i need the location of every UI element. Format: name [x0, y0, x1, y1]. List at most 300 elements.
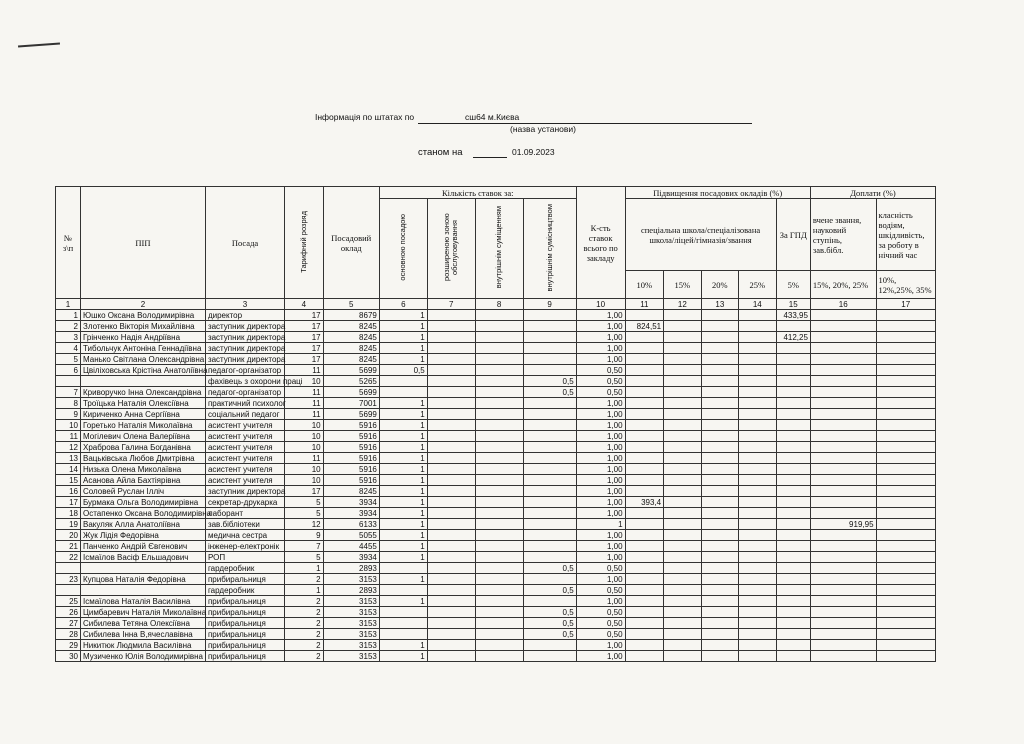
- table-cell: [56, 563, 81, 574]
- table-cell: [776, 475, 810, 486]
- table-cell: [876, 519, 935, 530]
- column-number: 1: [56, 299, 81, 310]
- table-cell: [664, 640, 701, 651]
- table-cell: [475, 431, 523, 442]
- table-cell: 0,5: [379, 365, 427, 376]
- pen-mark: [18, 43, 60, 48]
- table-cell: [810, 442, 876, 453]
- table-cell: 9: [56, 409, 81, 420]
- table-cell: 17: [285, 354, 324, 365]
- table-cell: [810, 508, 876, 519]
- table-cell: 17: [285, 343, 324, 354]
- table-cell: 0,50: [576, 585, 625, 596]
- table-cell: [776, 442, 810, 453]
- table-cell: [379, 607, 427, 618]
- table-cell: [625, 585, 664, 596]
- table-cell: [427, 508, 475, 519]
- table-cell: 21: [56, 541, 81, 552]
- table-cell: асистент учителя: [205, 464, 284, 475]
- table-cell: [739, 574, 776, 585]
- table-cell: 2: [285, 574, 324, 585]
- table-cell: Асанова Айла Бахтіярівна: [80, 475, 205, 486]
- table-cell: 11: [285, 453, 324, 464]
- table-cell: [625, 651, 664, 662]
- table-row: [56, 541, 936, 552]
- table-cell: [664, 376, 701, 387]
- table-cell: заступник директора: [205, 354, 284, 365]
- table-cell: [776, 464, 810, 475]
- table-cell: [776, 552, 810, 563]
- table-row: [56, 453, 936, 464]
- table-cell: 28: [56, 629, 81, 640]
- table-row: [56, 354, 936, 365]
- table-cell: [475, 376, 523, 387]
- table-cell: [664, 475, 701, 486]
- table-cell: [776, 321, 810, 332]
- table-cell: [776, 530, 810, 541]
- table-cell: 5916: [323, 464, 379, 475]
- table-cell: 29: [56, 640, 81, 651]
- table-cell: [810, 486, 876, 497]
- table-cell: [664, 629, 701, 640]
- table-cell: [810, 585, 876, 596]
- table-cell: [523, 442, 576, 453]
- table-cell: [701, 585, 738, 596]
- table-cell: [523, 497, 576, 508]
- table-cell: [810, 409, 876, 420]
- table-cell: [739, 530, 776, 541]
- table-cell: 2: [56, 321, 81, 332]
- table-row: [56, 464, 936, 475]
- table-cell: [776, 574, 810, 585]
- table-cell: [625, 343, 664, 354]
- table-cell: [701, 640, 738, 651]
- table-cell: 18: [56, 508, 81, 519]
- table-cell: [427, 574, 475, 585]
- table-cell: [876, 552, 935, 563]
- table-cell: 1: [379, 464, 427, 475]
- table-cell: 5916: [323, 442, 379, 453]
- table-cell: прибиральниця: [205, 596, 284, 607]
- table-cell: 1,00: [576, 552, 625, 563]
- table-cell: 5: [285, 497, 324, 508]
- table-cell: 14: [56, 464, 81, 475]
- table-cell: Панченко Андрій Євгенович: [80, 541, 205, 552]
- table-cell: 10: [285, 464, 324, 475]
- table-cell: [739, 409, 776, 420]
- table-cell: [776, 629, 810, 640]
- table-cell: [776, 508, 810, 519]
- table-cell: 1,00: [576, 651, 625, 662]
- table-cell: [876, 563, 935, 574]
- table-row: [56, 431, 936, 442]
- table-cell: [523, 541, 576, 552]
- table-cell: [776, 453, 810, 464]
- table-row: [56, 442, 936, 453]
- table-cell: [810, 552, 876, 563]
- pct-5: 5%: [776, 271, 810, 299]
- table-cell: 1,00: [576, 574, 625, 585]
- table-cell: [876, 464, 935, 475]
- col-vchene: вчене звання, науковий ступінь, зав.бібл.: [810, 199, 876, 271]
- table-cell: [475, 607, 523, 618]
- table-cell: [625, 464, 664, 475]
- table-cell: 5: [56, 354, 81, 365]
- table-cell: 1: [379, 530, 427, 541]
- table-cell: 1: [379, 398, 427, 409]
- table-row: [56, 651, 936, 662]
- table-cell: [739, 541, 776, 552]
- staff-table: [55, 186, 936, 662]
- table-cell: 2893: [323, 563, 379, 574]
- table-row: [56, 376, 936, 387]
- table-row: [56, 420, 936, 431]
- column-number: 14: [739, 299, 776, 310]
- table-cell: 0,5: [523, 607, 576, 618]
- table-cell: [475, 453, 523, 464]
- table-cell: [379, 387, 427, 398]
- table-cell: [776, 497, 810, 508]
- table-cell: [664, 486, 701, 497]
- table-cell: [625, 475, 664, 486]
- table-cell: [523, 530, 576, 541]
- table-cell: [876, 442, 935, 453]
- table-cell: [523, 321, 576, 332]
- table-cell: [625, 508, 664, 519]
- table-cell: [701, 420, 738, 431]
- table-cell: [664, 541, 701, 552]
- table-cell: 824,51: [625, 321, 664, 332]
- table-cell: [523, 453, 576, 464]
- table-cell: [427, 585, 475, 596]
- column-number: 5: [323, 299, 379, 310]
- table-cell: [876, 607, 935, 618]
- table-cell: [739, 343, 776, 354]
- table-cell: 11: [285, 387, 324, 398]
- table-cell: 10: [285, 442, 324, 453]
- table-cell: [664, 497, 701, 508]
- table-cell: [739, 607, 776, 618]
- table-cell: [776, 431, 810, 442]
- table-cell: [876, 365, 935, 376]
- table-cell: Остапенко Оксана Володимирівна: [80, 508, 205, 519]
- table-cell: [475, 640, 523, 651]
- table-cell: соціальний педагог: [205, 409, 284, 420]
- table-cell: [427, 541, 475, 552]
- table-cell: [475, 629, 523, 640]
- table-cell: [664, 519, 701, 530]
- table-cell: [701, 354, 738, 365]
- table-cell: прибиральниця: [205, 618, 284, 629]
- state-label: станом на: [418, 147, 463, 158]
- table-cell: гардеробник: [205, 563, 284, 574]
- table-cell: [664, 618, 701, 629]
- col-osnovnoyu: основною посадою: [379, 199, 427, 299]
- table-cell: [810, 464, 876, 475]
- table-cell: [475, 310, 523, 321]
- table-cell: [475, 486, 523, 497]
- table-cell: [739, 332, 776, 343]
- column-number: 6: [379, 299, 427, 310]
- table-cell: 2: [285, 618, 324, 629]
- table-cell: 4: [56, 343, 81, 354]
- table-row: [56, 475, 936, 486]
- table-cell: [427, 365, 475, 376]
- table-cell: [701, 618, 738, 629]
- pct-20: 20%: [701, 271, 738, 299]
- table-cell: [475, 442, 523, 453]
- table-cell: 0,5: [523, 387, 576, 398]
- table-cell: [876, 486, 935, 497]
- table-cell: [427, 640, 475, 651]
- table-cell: 15: [56, 475, 81, 486]
- table-cell: 30: [56, 651, 81, 662]
- group-stavky: Кількість ставок за:: [379, 187, 576, 199]
- table-cell: 3153: [323, 596, 379, 607]
- table-cell: асистент учителя: [205, 475, 284, 486]
- column-number: 16: [810, 299, 876, 310]
- table-cell: 1,00: [576, 640, 625, 651]
- table-cell: 412,25: [776, 332, 810, 343]
- table-cell: [523, 486, 576, 497]
- table-cell: [625, 354, 664, 365]
- table-cell: 1: [379, 453, 427, 464]
- table-cell: 10: [56, 420, 81, 431]
- column-number: 10: [576, 299, 625, 310]
- table-cell: [876, 508, 935, 519]
- table-cell: 1,00: [576, 475, 625, 486]
- table-cell: [739, 442, 776, 453]
- table-cell: асистент учителя: [205, 453, 284, 464]
- col-za-gpd: За ГПД: [776, 199, 810, 271]
- col-posada: Посада: [205, 187, 284, 299]
- table-cell: [379, 563, 427, 574]
- table-cell: [523, 420, 576, 431]
- table-cell: Злотенко Вікторія Михайлівна: [80, 321, 205, 332]
- table-cell: 4455: [323, 541, 379, 552]
- table-cell: [776, 607, 810, 618]
- table-cell: [80, 563, 205, 574]
- table-cell: [475, 530, 523, 541]
- table-cell: 1: [285, 563, 324, 574]
- table-cell: 393,4: [625, 497, 664, 508]
- table-cell: 1,00: [576, 332, 625, 343]
- table-cell: [776, 387, 810, 398]
- column-number: 12: [664, 299, 701, 310]
- table-cell: 17: [285, 321, 324, 332]
- table-cell: 0,5: [523, 618, 576, 629]
- table-cell: [80, 585, 205, 596]
- table-cell: 0,50: [576, 607, 625, 618]
- table-cell: [776, 376, 810, 387]
- table-cell: практичний психолог: [205, 398, 284, 409]
- table-cell: [876, 497, 935, 508]
- table-cell: [475, 541, 523, 552]
- table-cell: [664, 354, 701, 365]
- table-cell: 20: [56, 530, 81, 541]
- table-cell: [701, 519, 738, 530]
- table-cell: [739, 519, 776, 530]
- table-cell: 16: [56, 486, 81, 497]
- table-cell: 13: [56, 453, 81, 464]
- table-cell: [739, 508, 776, 519]
- table-cell: [475, 552, 523, 563]
- table-cell: прибиральниця: [205, 574, 284, 585]
- table-cell: 1: [379, 541, 427, 552]
- table-cell: 25: [56, 596, 81, 607]
- institution-underline: [418, 123, 752, 124]
- table-cell: [701, 607, 738, 618]
- table-cell: 1: [379, 475, 427, 486]
- table-cell: Тибольчук Антоніна Геннадіївна: [80, 343, 205, 354]
- table-cell: [810, 354, 876, 365]
- table-cell: Ісмаїлов Васіф Ельшадович: [80, 552, 205, 563]
- table-cell: Криворучко Інна Олександрівна: [80, 387, 205, 398]
- table-cell: асистент учителя: [205, 420, 284, 431]
- table-cell: [739, 596, 776, 607]
- table-row: [56, 574, 936, 585]
- table-cell: [664, 310, 701, 321]
- table-row: [56, 310, 936, 321]
- table-cell: 11: [56, 431, 81, 442]
- pct-10: 10%: [625, 271, 664, 299]
- table-cell: Могілевич Олена Валеріївна: [80, 431, 205, 442]
- table-cell: [427, 552, 475, 563]
- table-cell: Жук Лідія Федорівна: [80, 530, 205, 541]
- table-cell: [810, 343, 876, 354]
- table-cell: [625, 453, 664, 464]
- table-cell: директор: [205, 310, 284, 321]
- table-cell: [876, 398, 935, 409]
- table-cell: [701, 321, 738, 332]
- table-cell: [475, 475, 523, 486]
- table-cell: Никитюк Людмила Василівна: [80, 640, 205, 651]
- table-cell: 5916: [323, 453, 379, 464]
- table-cell: заступник директора: [205, 343, 284, 354]
- table-cell: [876, 651, 935, 662]
- table-cell: 23: [56, 574, 81, 585]
- table-cell: 1: [379, 552, 427, 563]
- column-number: 9: [523, 299, 576, 310]
- table-cell: [427, 376, 475, 387]
- table-row: [56, 398, 936, 409]
- table-cell: [427, 563, 475, 574]
- table-cell: [776, 563, 810, 574]
- table-cell: [701, 651, 738, 662]
- table-cell: [739, 585, 776, 596]
- table-cell: 5265: [323, 376, 379, 387]
- table-cell: [625, 398, 664, 409]
- table-cell: [379, 629, 427, 640]
- table-cell: 1,00: [576, 497, 625, 508]
- table-cell: [664, 464, 701, 475]
- table-cell: [876, 431, 935, 442]
- table-cell: [776, 541, 810, 552]
- table-cell: Вацьківська Любов Дмитрівна: [80, 453, 205, 464]
- table-cell: [427, 332, 475, 343]
- table-row: [56, 629, 936, 640]
- table-cell: 11: [285, 409, 324, 420]
- table-cell: [810, 563, 876, 574]
- table-cell: [810, 332, 876, 343]
- table-cell: [475, 585, 523, 596]
- table-cell: 3153: [323, 607, 379, 618]
- table-cell: Низька Олена Миколаївна: [80, 464, 205, 475]
- table-cell: 0,5: [523, 563, 576, 574]
- table-cell: 10: [285, 376, 324, 387]
- table-cell: 3153: [323, 574, 379, 585]
- table-cell: [56, 585, 81, 596]
- table-cell: [701, 310, 738, 321]
- table-cell: РОП: [205, 552, 284, 563]
- table-cell: [664, 563, 701, 574]
- table-cell: 1,00: [576, 442, 625, 453]
- table-cell: [427, 354, 475, 365]
- table-cell: 0,5: [523, 376, 576, 387]
- table-cell: [876, 618, 935, 629]
- table-cell: 5: [285, 508, 324, 519]
- table-cell: [876, 420, 935, 431]
- table-cell: [523, 574, 576, 585]
- table-cell: [739, 398, 776, 409]
- col-vnutr-sumish: внутрішнім суміщенням: [475, 199, 523, 299]
- table-cell: 17: [285, 486, 324, 497]
- table-cell: [523, 651, 576, 662]
- column-number: 7: [427, 299, 475, 310]
- table-cell: 17: [285, 332, 324, 343]
- table-cell: [664, 574, 701, 585]
- table-cell: [427, 486, 475, 497]
- table-cell: 8245: [323, 332, 379, 343]
- table-cell: гардеробник: [205, 585, 284, 596]
- table-cell: 1,00: [576, 508, 625, 519]
- col-num: № з\п: [56, 187, 81, 299]
- table-cell: 0,50: [576, 365, 625, 376]
- table-cell: [776, 420, 810, 431]
- table-cell: лаборант: [205, 508, 284, 519]
- date-underline: [473, 157, 507, 158]
- table-cell: [701, 464, 738, 475]
- table-cell: [475, 519, 523, 530]
- col-k-st: К-сть ставок всього по закладу: [576, 187, 625, 299]
- table-cell: [427, 343, 475, 354]
- table-cell: [876, 640, 935, 651]
- table-cell: [876, 310, 935, 321]
- table-cell: [810, 376, 876, 387]
- table-cell: 7: [285, 541, 324, 552]
- table-cell: Ісмаїлова Наталія Василівна: [80, 596, 205, 607]
- table-cell: 1,00: [576, 310, 625, 321]
- table-cell: 2: [285, 596, 324, 607]
- table-cell: [876, 530, 935, 541]
- table-cell: [664, 431, 701, 442]
- table-cell: зав.бібліотеки: [205, 519, 284, 530]
- table-cell: [876, 409, 935, 420]
- table-cell: [701, 409, 738, 420]
- table-cell: [475, 321, 523, 332]
- table-cell: [379, 585, 427, 596]
- table-cell: [427, 310, 475, 321]
- table-cell: [427, 409, 475, 420]
- table-cell: 1,00: [576, 431, 625, 442]
- table-cell: 7: [56, 387, 81, 398]
- table-cell: [701, 332, 738, 343]
- table-cell: 3: [56, 332, 81, 343]
- col-vnutr-sumisn: внутрішнім сумісництвом: [523, 199, 576, 299]
- table-cell: 3153: [323, 629, 379, 640]
- table-cell: 0,5: [523, 629, 576, 640]
- table-cell: [523, 332, 576, 343]
